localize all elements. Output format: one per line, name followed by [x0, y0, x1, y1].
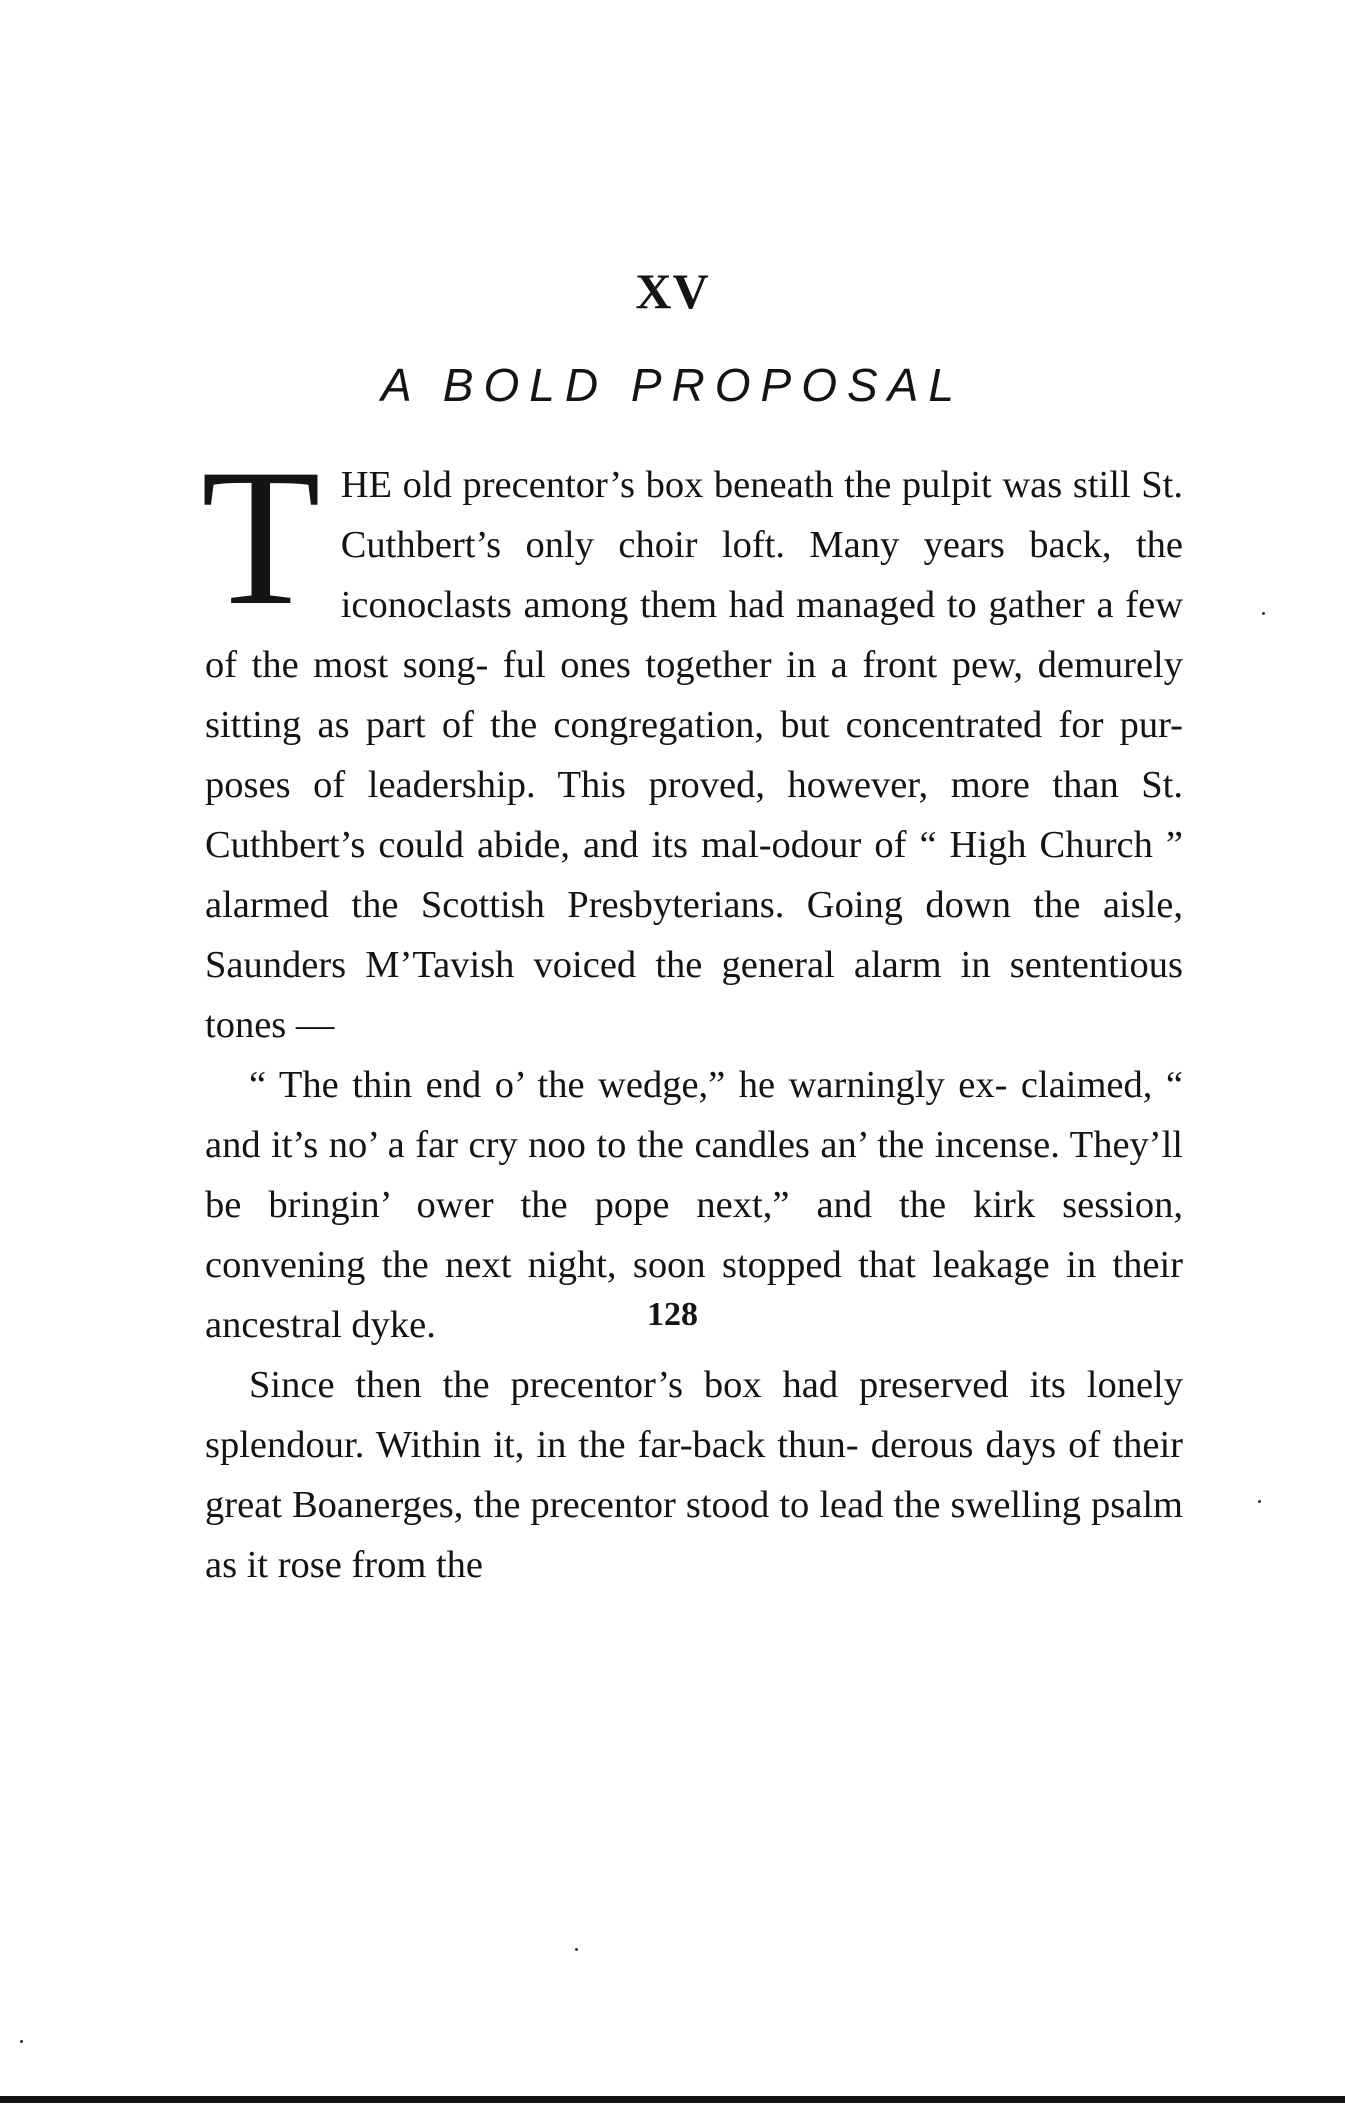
print-speck	[1258, 1500, 1261, 1503]
paragraph-2: “ The thin end o’ the wedge,” he warningly ex- claimed, “ and it’s no’ a far cry noo to the candles an’ the incense. They’ll be bringin’ ower the pope next,” and the kirk session, convening the next night, soon stopped that leakage in their ancestral dyke.	[205, 1064, 1183, 1346]
chapter-number: XV	[635, 263, 710, 319]
chapter-title: A BOLD PROPOSAL	[381, 359, 964, 411]
print-speck	[20, 2040, 23, 2043]
body-text	[201, 429, 1183, 1595]
paragraph-1-text: HE old precentor’s box beneath the pulpit was still St. Cuthbert’s only choir loft. Many years back, the iconoclasts among them had managed to gather a few of the most song- ful ones together in a front pew, demurely sitting as part of the congregation, but concentrated for pur- poses of leadership. This proved, however, more than St. Cuthbert’s could abide, and its mal-odour of “ High Church ” alarmed the Scottish Presbyterians. Going down the aisle, Saunders M’Tavish voiced the general alarm in sententious tones —	[205, 464, 1183, 1046]
paragraph-3: Since then the precentor’s box had preserved its lonely splendour. Within it, in the far-back thun- derous days of their great Boanerges, the precentor stood to lead the swelling psalm as it rose from the	[205, 1364, 1183, 1586]
paragraph-1	[201, 429, 1183, 1055]
bottom-rule	[0, 2096, 1345, 2103]
print-speck	[575, 1948, 578, 1951]
print-speck	[1262, 612, 1265, 615]
page-number: 128	[647, 1296, 698, 1333]
drop-cap: T	[201, 429, 321, 646]
